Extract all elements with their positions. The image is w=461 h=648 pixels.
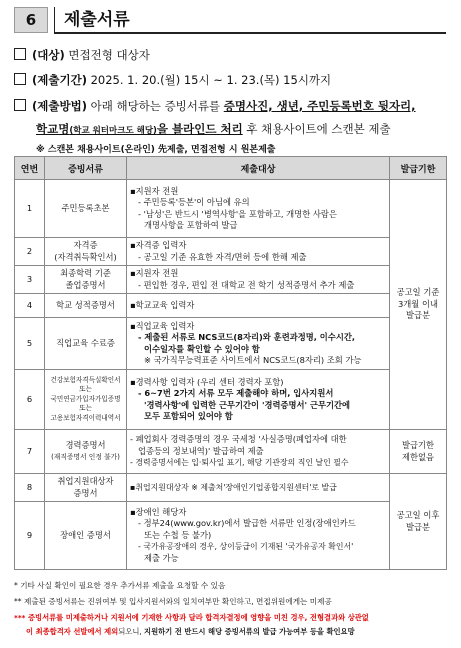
content-line: '경력사항'에 입력한 근무기간이 '경력증명서' 근무기간에 [144,399,351,410]
doc-line: (재직증명서 인정 불가) [51,452,120,461]
content-line: ▪취업지원대상자 ※ 제출처'장애인기업종합지원센터'로 발급 [130,482,337,492]
content-line: - 국가유공장애의 경우, 상이등급이 기재된 '국가유공자 확인서' [138,542,354,552]
row-content [127,294,390,318]
row-no: 5 [15,318,45,370]
content-line: 또는 수첩 등 불가) [144,529,212,540]
row-doc [45,370,127,430]
method-text-3-small: (학교 워터마크도 해당) [69,126,157,136]
content-line: 모두 포함되어 있어야 함 [144,411,233,421]
doc-line: 학교 성적증명서 [56,299,115,310]
table-row [15,430,447,474]
doc-line: 고용보험자격이력내역서 [50,413,121,422]
checkbox-icon [14,73,26,85]
row-no: 2 [15,238,45,266]
method-label: (제출방법) [32,99,87,113]
deadline-line: 공고일 기준 [396,287,440,298]
row-content [127,474,390,502]
row-doc [45,180,127,238]
table-row [15,266,447,294]
doc-line: 또는 [79,404,92,413]
deadline-line: 공고일 이후 [396,510,440,520]
table-row [15,502,447,570]
deadline-line: 제한없음 [401,451,435,462]
content-line: - 편입한 경우, 편입 전 대학교 전 학기 성적증명서 추가 제출 [138,279,355,290]
content-line: - 정부24(www.gov.kr)에서 발급한 서류만 인정(장애인카드 [138,518,356,529]
header-deadline: 발급기한 [390,157,447,180]
checkbox-icon [14,48,26,60]
doc-line: 졸업증명서 [65,279,106,290]
content-line: ▪지원자 전원 [130,268,179,278]
row-content [127,238,390,266]
target-line [14,47,150,63]
content-line: - 경력증명서에는 입·퇴사일 표기, 해당 기관장의 직인 날인 필수 [130,458,349,468]
method-note: ※ 스캔본 채용사이트(온라인) 先제출, 면접전형 시 원본제출 [36,145,276,155]
content-line: 개명사항을 포함하여 발급 [144,220,238,230]
header-target: 제출대상 [127,157,390,180]
content-line: ▪지원자 전원 [130,185,179,196]
method-line-1 [14,98,416,114]
doc-line: 취업지원대상자 [57,476,114,486]
content-line: - 주민등록'등본'이 아님에 유의 [138,197,250,207]
doc-line: 주민등록초본 [61,202,110,213]
row-content [127,430,390,474]
footnote-3a: *** 증빙서류를 미제출하거나 지원서에 기재한 사항과 달라 합격자결정에 영향을 미친 경우, 전형결과와 상관없 [14,613,369,622]
method-text-5: 후 채용사이트에 스캔본 제출 [246,122,391,136]
method-text-1: 아래 해당하는 증빙서류를 [90,99,221,113]
doc-line: 경력증명서 [65,440,106,450]
checkbox-icon [14,99,26,111]
content-line: ▪장애인 해당자 [130,506,187,517]
content-line: - 폐업회사 경력증명의 경우 국세청 '사실증명(폐업자에 대한 [130,434,347,445]
header-no: 연번 [15,157,45,180]
content-line: ▪학교교육 입력자 [130,299,195,310]
row-doc [45,318,127,370]
doc-line: 건강보험자격득실확인서 [50,375,121,384]
method-text-2: 증명사진, 생년, 주민등록번호 뒷자리, [223,99,416,113]
row-no: 3 [15,266,45,294]
content-line: 업종등의 정보내역)' 발급하여 제출 [138,445,264,456]
period-line [14,72,331,88]
table-row [15,294,447,318]
row-no: 4 [15,294,45,318]
row-doc [45,474,127,502]
header-underline [54,32,446,34]
period-text: 2025. 1. 20.(월) 15시 ~ 1. 23.(목) 15시까지 [90,73,332,87]
doc-line: 최종학력 기준 [60,268,111,278]
doc-line: 직업교육 수료증 [56,337,115,348]
table-row [15,238,447,266]
period-label: (제출기간) [32,73,87,87]
doc-line: 증명서 [73,487,98,498]
row-no: 8 [15,474,45,502]
row-no: 6 [15,370,45,430]
row-doc [45,294,127,318]
section-number: 6 [14,7,48,33]
content-line: ※ 국가직무능력표준 사이트에서 NCS코드(8자리) 조회 가능 [144,355,362,365]
deadline-cell [390,474,447,570]
content-line: - 6~7번 2가지 서류 모두 제출해야 하며, 입사지원서 [138,388,334,398]
footnote-2: ** 제출된 증빙서류는 진위여부 및 입사지원서와의 일치여부만 확인하고, 면접위원에게는 미제공 [14,597,332,606]
content-line: 이수일자를 확인할 수 있어야 함 [144,343,260,354]
doc-line: (자격취득확인서) [54,251,117,262]
section-title: 제출서류 [64,10,130,30]
content-line: ▪자격증 입력자 [130,240,187,250]
row-content [127,502,390,570]
table-row [15,370,447,430]
content-line: 제출 가능 [144,552,179,563]
section-header [14,7,446,33]
table-header-row [15,157,447,180]
footnote-3b-mid: 되오니, [118,627,142,636]
row-no: 7 [15,430,45,474]
header-divider [54,7,55,33]
doc-line: 자격증 [73,240,98,250]
row-content [127,266,390,294]
method-text-3: 학교명 [36,122,70,136]
deadline-cell [390,180,447,430]
deadline-line: 발급분 [405,521,431,532]
row-doc [45,266,127,294]
row-doc [45,430,127,474]
target-label: (대상) [32,48,65,62]
footnote-3b-red: 이 최종합격자 선발에서 제외 [26,627,119,636]
deadline-line: 발급기한 [401,440,435,450]
footnote-3b-bold: 지원하기 전 반드시 해당 증빙서류의 발급 가능여부 등을 확인요망 [144,627,355,636]
content-line: - 제출된 서류로 NCS코드(8자리)와 훈련과정명, 이수시간, [138,332,356,342]
row-doc [45,238,127,266]
content-line: ▪경력사항 입력자 (우리 센터 경력자 포함) [130,376,284,387]
doc-line: 국민연금가입자가입증명 [50,394,121,403]
doc-line: 또는 [79,385,92,394]
footnote-3b [26,626,355,637]
row-no: 1 [15,180,45,238]
row-content [127,370,390,430]
target-text: 면접전형 대상자 [68,48,150,62]
row-content [127,318,390,370]
documents-table [14,156,447,570]
table-row [15,180,447,238]
header-doc: 증빙서류 [45,157,127,180]
deadline-line: 발급분 [405,310,431,321]
row-content [127,180,390,238]
footnote-1: * 기타 사실 확인이 필요한 경우 추가서류 제출을 요청할 수 있음 [14,581,226,590]
content-line: - '남성'은 반드시 '병역사항'을 포함하고, 개명한 사람은 [138,208,337,219]
method-text-4: 을 블라인드 처리 [156,122,243,136]
content-line: ▪직업교육 입력자 [130,320,195,331]
deadline-line: 3개월 이내 [398,298,438,309]
deadline-cell [390,430,447,474]
table-row [15,318,447,370]
content-line: - 공고일 기준 유효한 자격/면허 등에 한해 제출 [138,251,307,262]
row-no: 9 [15,502,45,570]
row-doc [45,502,127,570]
table-row [15,474,447,502]
doc-line: 장애인 증명서 [60,529,111,540]
method-line-2 [36,121,391,139]
